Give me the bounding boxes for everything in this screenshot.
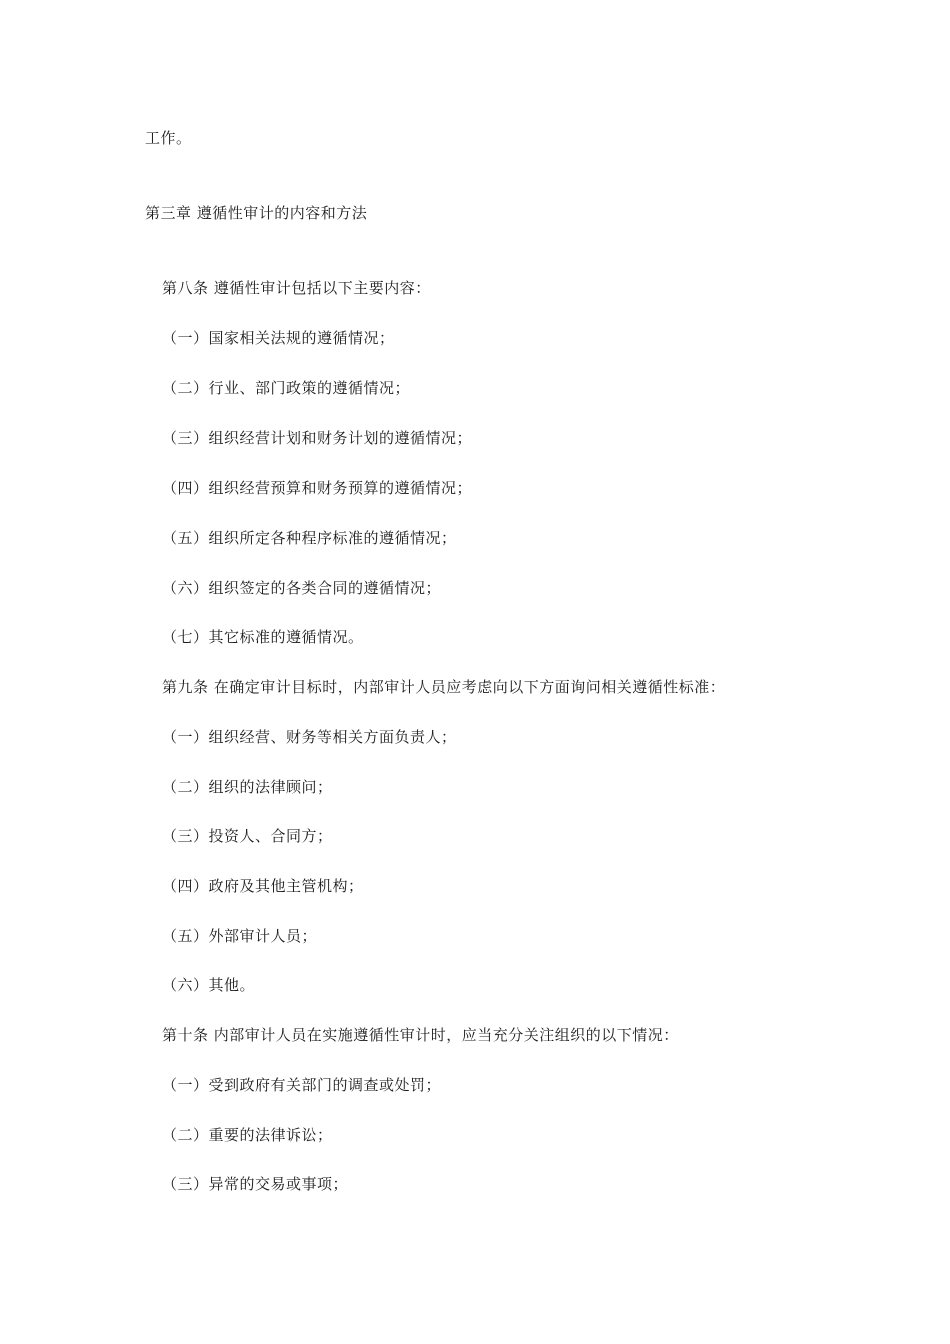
chapter-title: 第三章 遵循性审计的内容和方法	[145, 204, 368, 222]
article-10-heading: 第十条 内部审计人员在实施遵循性审计时，应当充分关注组织的以下情况：	[162, 1026, 679, 1044]
article-9-heading: 第九条 在确定审计目标时，内部审计人员应考虑向以下方面询问相关遵循性标准：	[162, 678, 726, 696]
article-10-item: （一）受到政府有关部门的调查或处罚；	[162, 1076, 442, 1094]
article-8-item: （六）组织签定的各类合同的遵循情况；	[162, 579, 442, 597]
article-9-item: （三）投资人、合同方；	[162, 827, 333, 845]
article-9-item: （一）组织经营、财务等相关方面负责人；	[162, 728, 457, 746]
article-9-item: （二）组织的法律顾问；	[162, 778, 333, 796]
article-9-item: （五）外部审计人员；	[162, 927, 318, 945]
article-8-heading: 第八条 遵循性审计包括以下主要内容：	[162, 279, 431, 297]
continuation-text: 工作。	[145, 129, 192, 147]
article-8-item: （三）组织经营计划和财务计划的遵循情况；	[162, 429, 473, 447]
article-8-item: （五）组织所定各种程序标准的遵循情况；	[162, 529, 457, 547]
article-8-item: （二）行业、部门政策的遵循情况；	[162, 379, 411, 397]
article-9-item: （六）其他。	[162, 976, 256, 994]
article-8-item: （七）其它标准的遵循情况。	[162, 628, 364, 646]
article-10-item: （二）重要的法律诉讼；	[162, 1126, 333, 1144]
article-8-item: （一）国家相关法规的遵循情况；	[162, 329, 395, 347]
article-10-item: （三）异常的交易或事项；	[162, 1175, 349, 1193]
article-9-item: （四）政府及其他主管机构；	[162, 877, 364, 895]
article-8-item: （四）组织经营预算和财务预算的遵循情况；	[162, 479, 473, 497]
